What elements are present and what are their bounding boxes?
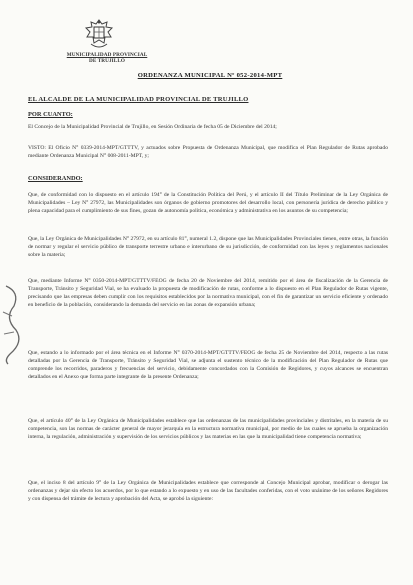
municipal-coat-of-arms-icon bbox=[81, 18, 117, 52]
considerando-paragraph: Que, estando a lo informado por el área técnica en el Informe N° 0370-2014-MPT/GTTTV/FEOG de fecha 25 de Noviembre del 2014, respecto a las rutas detalladas por la Gerencia de Transporte, Tránsito y Seguridad Vial, se adjunta el sustento técnico de la modificación del Plan Regulador de Rutas que comprende los recorridos, paraderos y frecuencias del servicio, debidamente concordados con la Comisión de Regidores, y cuyos alcances se encuentran detallados en el Anexo que forma parte integrante de la presente Ordenanza; bbox=[28, 350, 388, 380]
institution-name bbox=[52, 52, 162, 65]
institution-line-2: DE TRUJILLO bbox=[88, 58, 126, 65]
considerando-paragraph: Que, de conformidad con lo dispuesto en el artículo 194° de la Constitución Política del Perú, y el artículo II del Título Preliminar de la Ley Orgánica de Municipalidades – Ley N° 27972, las Municipalidades son órganos de gobierno promotores del desarrollo local, con personería jurídica de derecho público y plena capacidad para el cumplimiento de sus fines, gozan de autonomía política, económica y administrativa en los asuntos de su competencia; bbox=[28, 192, 388, 214]
ordinance-title: ORDENANZA MUNICIPAL Nº 052-2014-MPT bbox=[137, 72, 283, 79]
considerando-paragraph: Que, el inciso 8 del artículo 9° de la Ley Orgánica de Municipalidades establece que corresponde al Concejo Municipal aprobar, modificar o derogar las ordenanzas y dejar sin efecto los acuerdos, por lo que estando a lo expuesto y en uso de las facultades conferidas, con el voto unánime de los señores Regidores y con dispensa del trámite de lectura y aprobación del Acta, se aprobó la siguiente: bbox=[28, 480, 388, 502]
considerando-paragraph: Que, la Ley Orgánica de Municipalidades N° 27972, en su artículo 81°, numeral 1.2, dispone que las Municipalidades Provinciales tienen, entre otras, la función de normar y regular el servicio público de transporte terrestre urbano e interurbano de su jurisdicción, de conformidad con las leyes y reglamentos nacionales sobre la materia; bbox=[28, 236, 388, 258]
por-cuanto-text: El Concejo de la Municipalidad Provincial de Trujillo, en Sesión Ordinaria de fecha 05 de Diciembre del 2014; bbox=[28, 124, 277, 130]
considerando-label: CONSIDERANDO: bbox=[28, 175, 83, 182]
institution-line-1: MUNICIPALIDAD PROVINCIAL bbox=[66, 52, 148, 58]
visto-text: VISTO: El Oficio N° 0339-2014-MPT/GTTTV, y actuados sobre Propuesta de Ordenanza Municipal, que modifica el Plan Regulador de Rutas aprobado mediante Ordenanza Municipal N° 008-2011-MPT, y; bbox=[28, 145, 388, 159]
considerando-paragraph: Que, el artículo 40° de la Ley Orgánica de Municipalidades establece que las ordenanzas de las municipalidades provinciales y distritales, en la materia de su competencia, son las normas de carácter general de mayor jerarquía en la estructura normativa municipal, por medio de las cuales se aprueba la organización interna, la regulación, administración y supervisión de los servicios públicos y las materias en las que la municipalidad tiene competencia normativa; bbox=[28, 418, 388, 440]
margin-stamp-mark bbox=[0, 282, 26, 366]
considerando-paragraph: Que, mediante Informe N° 0350-2014-MPT/GTTTV/FEOG de fecha 20 de Noviembre del 2014, remitido por el área de fiscalización de la Gerencia de Transporte, Tránsito y Seguridad Vial, se ha evaluado la propuesta de modificación de rutas, conforme a lo dispuesto en el Plan Regulador de Rutas vigente, precisando que las empresas deben cumplir con los requisitos establecidos por la normativa municipal, con el fin de garantizar un servicio eficiente y ordenado en beneficio de la población, considerando la demanda del servicio en las zonas de expansión urbana; bbox=[28, 278, 388, 308]
por-cuanto-label: POR CUANTO: bbox=[28, 111, 73, 118]
addressee-heading: EL ALCALDE DE LA MUNICIPALIDAD PROVINCIAL DE TRUJILLO bbox=[28, 96, 249, 103]
